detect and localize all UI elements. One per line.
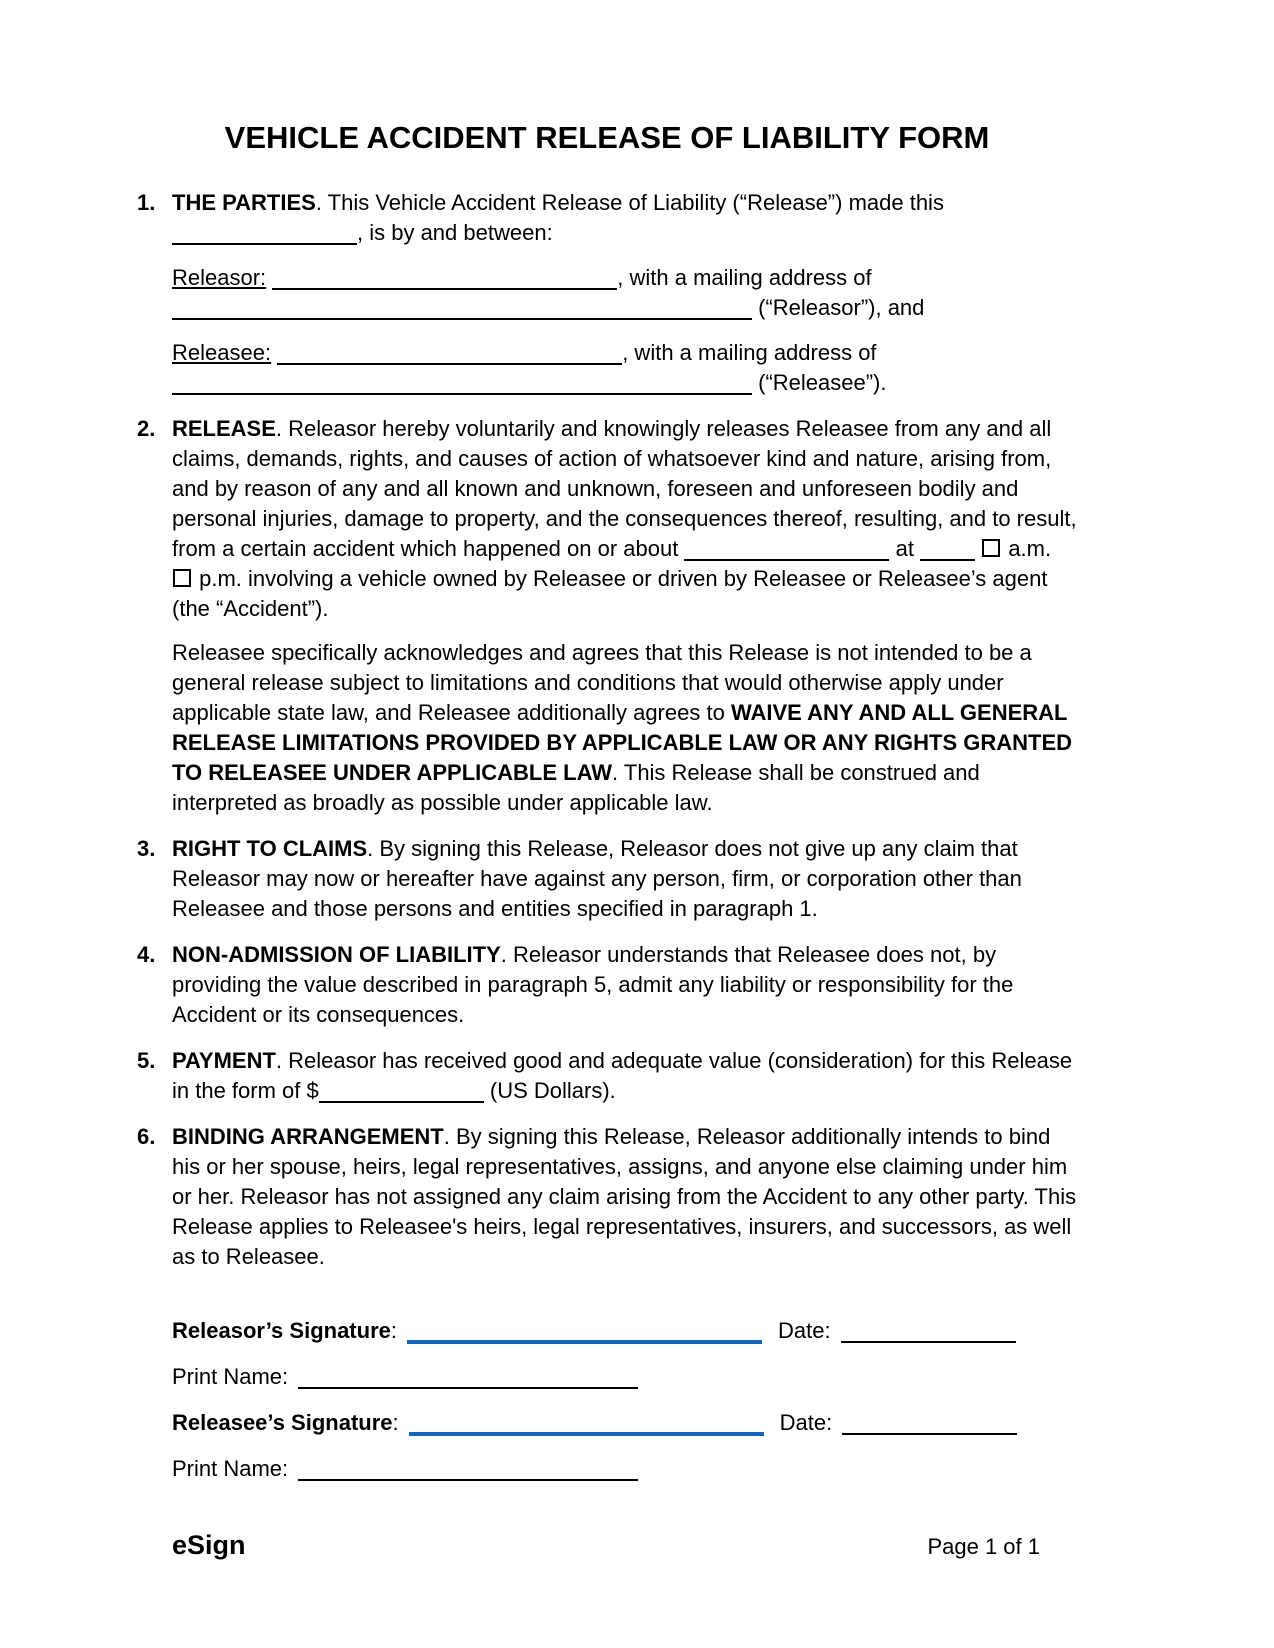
releasee-signature-label — [172, 1408, 399, 1438]
releasee-print-name-row — [172, 1454, 1077, 1484]
text-run: . This Vehicle Accident Release of Liability (“Release”) made this — [315, 190, 944, 215]
text-run: Releasee’s Signature — [172, 1410, 393, 1435]
am-checkbox[interactable] — [982, 539, 1000, 557]
pm-label: p.m. — [199, 566, 242, 591]
releasor-signature-field[interactable] — [407, 1318, 762, 1344]
text-run: (US Dollars). — [489, 1078, 616, 1103]
releasee-address-field[interactable] — [172, 373, 752, 395]
print-name-label: Print Name: — [172, 1364, 289, 1389]
section-number: 1. — [137, 190, 156, 215]
text-run: Releasor’s Signature — [172, 1318, 391, 1343]
section-payment — [137, 1046, 1077, 1106]
releasor-address-field[interactable] — [172, 298, 752, 320]
date-label: Date: — [779, 1410, 833, 1435]
text-run: . This Release shall be construed and interpreted as broadly as possible under applicable law. — [172, 760, 980, 815]
text-run: . By signing this Release, Releasor additionally intends to bind his or her spouse, heirs, legal representatives, assigns, and anyone else claiming under him or her. Releasor has not assigned any claim arising from the Accident to any other party. This Release applies to Releasee's heirs, legal representatives, insurers, and successors, as well as to Releasee. — [172, 1124, 1077, 1269]
text-run: Releasee specifically acknowledges and agrees that this Release is not intended to be a general release subject to limitations and conditions that would otherwise apply under applicable state law, and Releasee additionally agrees to — [172, 640, 1032, 725]
releasor-date-field[interactable] — [841, 1319, 1016, 1343]
releasee-line — [172, 338, 1077, 398]
section-number: 5. — [137, 1048, 156, 1073]
releasor-line — [172, 263, 1077, 323]
page-title: VEHICLE ACCIDENT RELEASE OF LIABILITY FORM — [224, 120, 990, 155]
text-run: , with a mailing address of — [622, 340, 877, 365]
releasee-signature-field[interactable] — [409, 1410, 764, 1436]
releasor-signature-row — [172, 1316, 1077, 1346]
print-name-label: Print Name: — [172, 1456, 289, 1481]
section-number: 2. — [137, 416, 156, 441]
releasee-signature-row — [172, 1408, 1077, 1438]
agreement-date-field[interactable] — [172, 223, 357, 245]
right-to-claims-paragraph — [172, 834, 1077, 924]
text-run: at — [895, 536, 914, 561]
releasor-print-name-row — [172, 1362, 1077, 1392]
text-run: : — [390, 1318, 397, 1343]
parties-intro — [172, 188, 1077, 248]
section-number: 4. — [137, 942, 156, 967]
text-run: : — [392, 1410, 399, 1435]
payment-paragraph — [172, 1046, 1077, 1106]
releasee-name-field[interactable] — [277, 343, 622, 365]
releasee-label: Releasee: — [172, 340, 272, 365]
text-run: , with a mailing address of — [617, 265, 872, 290]
release-paragraph-1 — [172, 414, 1077, 624]
section-right-to-claims — [137, 834, 1077, 924]
text-run: . Releasor understands that Releasee does not, by providing the value described in paragraph 5, admit any liability or responsibility for the Accident or its consequences. — [172, 942, 1014, 1027]
payment-amount-field[interactable] — [319, 1081, 484, 1103]
section-heading: NON-ADMISSION OF LIABILITY — [172, 942, 501, 967]
text-run: . Releasor has received good and adequate value (consideration) for this Release in the form of $ — [172, 1048, 1073, 1103]
text-run: (“Releasee”). — [758, 370, 887, 395]
section-heading: RIGHT TO CLAIMS — [172, 836, 368, 861]
text-run: . Releasor hereby voluntarily and knowingly releases Releasee from any and all claims, demands, rights, and causes of action of whatsoever kind and nature, arising from, and by reason of any and all known and unknown, foreseen and unforeseen bodily and personal injuries, damage to property, and the consequences thereof, resulting, and to result, from a certain accident which happened on or about — [172, 416, 1077, 561]
text-run: (“Releasor”), and — [758, 295, 925, 320]
section-heading: PAYMENT — [172, 1048, 276, 1073]
date-label: Date: — [778, 1318, 831, 1343]
binding-arrangement-paragraph — [172, 1122, 1077, 1272]
non-admission-paragraph — [172, 940, 1077, 1030]
accident-date-field[interactable] — [684, 539, 889, 561]
am-label: a.m. — [1008, 536, 1052, 561]
releasor-label: Releasor: — [172, 265, 267, 290]
release-paragraph-2 — [172, 638, 1077, 818]
section-release — [137, 414, 1077, 818]
signature-block — [172, 1316, 1077, 1484]
section-heading: THE PARTIES — [172, 190, 316, 215]
waiver-bold-text: WAIVE ANY AND ALL GENERAL RELEASE LIMITATIONS PROVIDED BY APPLICABLE LAW OR ANY RIGHTS GRANTED TO RELEASEE UNDER APPLICABLE LAW — [172, 700, 1073, 785]
section-heading: RELEASE — [172, 416, 276, 441]
releasor-print-name-field[interactable] — [298, 1365, 638, 1389]
text-run: involving a vehicle owned by Releasee or driven by Releasee or Releasee’s agent (the “Accident”). — [172, 566, 1048, 621]
section-the-parties — [137, 188, 1077, 398]
text-run: , is by and between: — [357, 220, 553, 245]
section-number: 3. — [137, 836, 156, 861]
section-binding-arrangement — [137, 1122, 1077, 1272]
releasor-name-field[interactable] — [272, 268, 617, 290]
releasee-date-field[interactable] — [842, 1411, 1017, 1435]
section-non-admission — [137, 940, 1077, 1030]
releasee-print-name-field[interactable] — [298, 1457, 638, 1481]
accident-time-field[interactable] — [920, 539, 975, 561]
section-number: 6. — [137, 1124, 156, 1149]
esign-logo: eSign — [172, 1530, 246, 1560]
pm-checkbox[interactable] — [173, 569, 191, 587]
releasor-signature-label — [172, 1316, 397, 1346]
section-heading: BINDING ARRANGEMENT — [172, 1124, 444, 1149]
page-number: Page 1 of 1 — [927, 1534, 1040, 1559]
page-footer — [172, 1530, 1077, 1562]
text-run: . By signing this Release, Releasor does not give up any claim that Releasor may now or hereafter have against any person, firm, or corporation other than Releasee and those persons and entities specified in paragraph 1. — [172, 836, 1022, 921]
